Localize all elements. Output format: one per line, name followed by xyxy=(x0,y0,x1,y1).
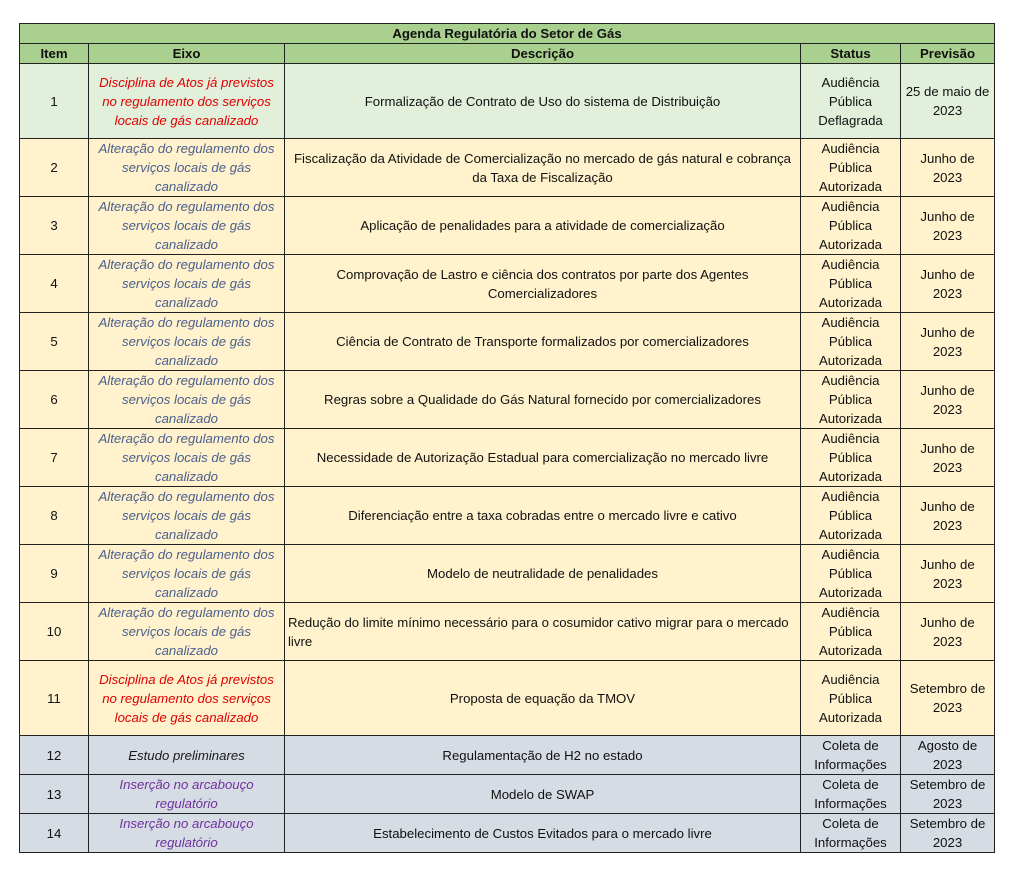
cell-item: 12 xyxy=(20,736,89,775)
table-row xyxy=(20,661,995,736)
table-row xyxy=(20,603,995,661)
table-row xyxy=(20,487,995,545)
cell-eixo: Alteração do regulamento dos serviços locais de gás canalizado xyxy=(89,255,285,313)
cell-previsao: Junho de 2023 xyxy=(901,371,995,429)
cell-status: Audiência Pública Autorizada xyxy=(801,371,901,429)
cell-status: Audiência Pública Autorizada xyxy=(801,545,901,603)
cell-descricao: Necessidade de Autorização Estadual para comercialização no mercado livre xyxy=(285,429,801,487)
table-row xyxy=(20,64,995,139)
cell-eixo: Alteração do regulamento dos serviços locais de gás canalizado xyxy=(89,197,285,255)
table-title-row xyxy=(20,24,995,44)
cell-status: Coleta de Informações xyxy=(801,736,901,775)
cell-previsao: Agosto de 2023 xyxy=(901,736,995,775)
cell-eixo: Alteração do regulamento dos serviços locais de gás canalizado xyxy=(89,545,285,603)
cell-item: 7 xyxy=(20,429,89,487)
table-row xyxy=(20,371,995,429)
cell-eixo: Disciplina de Atos já previstos no regulamento dos serviços locais de gás canalizado xyxy=(89,661,285,736)
cell-status: Audiência Pública Autorizada xyxy=(801,603,901,661)
table-row xyxy=(20,775,995,814)
table-row xyxy=(20,814,995,853)
cell-descricao: Formalização de Contrato de Uso do sistema de Distribuição xyxy=(285,64,801,139)
cell-previsao: Junho de 2023 xyxy=(901,603,995,661)
cell-previsao: Junho de 2023 xyxy=(901,255,995,313)
cell-item: 2 xyxy=(20,139,89,197)
cell-descricao: Comprovação de Lastro e ciência dos contratos por parte dos Agentes Comercializadores xyxy=(285,255,801,313)
cell-eixo: Alteração do regulamento dos serviços locais de gás canalizado xyxy=(89,313,285,371)
cell-eixo: Alteração do regulamento dos serviços locais de gás canalizado xyxy=(89,139,285,197)
cell-status: Coleta de Informações xyxy=(801,814,901,853)
cell-descricao: Estabelecimento de Custos Evitados para o mercado livre xyxy=(285,814,801,853)
cell-item: 13 xyxy=(20,775,89,814)
cell-item: 11 xyxy=(20,661,89,736)
table-row xyxy=(20,197,995,255)
table-row xyxy=(20,139,995,197)
cell-previsao: Setembro de 2023 xyxy=(901,814,995,853)
cell-item: 3 xyxy=(20,197,89,255)
cell-previsao: Junho de 2023 xyxy=(901,139,995,197)
cell-previsao: Setembro de 2023 xyxy=(901,661,995,736)
cell-descricao: Fiscalização da Atividade de Comercialização no mercado de gás natural e cobrança da Taxa de Fiscalização xyxy=(285,139,801,197)
cell-descricao: Diferenciação entre a taxa cobradas entre o mercado livre e cativo xyxy=(285,487,801,545)
cell-previsao: Junho de 2023 xyxy=(901,429,995,487)
header-item: Item xyxy=(20,44,89,64)
table-row xyxy=(20,313,995,371)
cell-eixo: Alteração do regulamento dos serviços locais de gás canalizado xyxy=(89,371,285,429)
cell-status: Audiência Pública Autorizada xyxy=(801,487,901,545)
header-descricao: Descrição xyxy=(285,44,801,64)
cell-eixo: Inserção no arcabouço regulatório xyxy=(89,814,285,853)
cell-item: 1 xyxy=(20,64,89,139)
table-row xyxy=(20,736,995,775)
header-eixo: Eixo xyxy=(89,44,285,64)
cell-descricao: Modelo de neutralidade de penalidades xyxy=(285,545,801,603)
cell-status: Audiência Pública Autorizada xyxy=(801,661,901,736)
cell-eixo: Alteração do regulamento dos serviços locais de gás canalizado xyxy=(89,487,285,545)
regulatory-agenda-table xyxy=(19,23,995,853)
cell-status: Audiência Pública Autorizada xyxy=(801,139,901,197)
cell-eixo: Inserção no arcabouço regulatório xyxy=(89,775,285,814)
cell-status: Audiência Pública Autorizada xyxy=(801,429,901,487)
table-row xyxy=(20,545,995,603)
cell-status: Audiência Pública Autorizada xyxy=(801,313,901,371)
cell-item: 6 xyxy=(20,371,89,429)
cell-item: 5 xyxy=(20,313,89,371)
cell-item: 9 xyxy=(20,545,89,603)
header-status: Status xyxy=(801,44,901,64)
cell-status: Coleta de Informações xyxy=(801,775,901,814)
cell-status: Audiência Pública Autorizada xyxy=(801,197,901,255)
cell-eixo: Alteração do regulamento dos serviços locais de gás canalizado xyxy=(89,603,285,661)
table-row xyxy=(20,255,995,313)
cell-item: 10 xyxy=(20,603,89,661)
cell-previsao: Junho de 2023 xyxy=(901,197,995,255)
cell-descricao: Redução do limite mínimo necessário para o cosumidor cativo migrar para o mercado livre xyxy=(285,603,801,661)
cell-descricao: Proposta de equação da TMOV xyxy=(285,661,801,736)
cell-eixo: Alteração do regulamento dos serviços locais de gás canalizado xyxy=(89,429,285,487)
cell-descricao: Regras sobre a Qualidade do Gás Natural fornecido por comercializadores xyxy=(285,371,801,429)
cell-descricao: Modelo de SWAP xyxy=(285,775,801,814)
header-previsao: Previsão xyxy=(901,44,995,64)
cell-previsao: Junho de 2023 xyxy=(901,313,995,371)
cell-previsao: Junho de 2023 xyxy=(901,487,995,545)
table-row xyxy=(20,429,995,487)
cell-previsao: Junho de 2023 xyxy=(901,545,995,603)
cell-status: Audiência Pública Deflagrada xyxy=(801,64,901,139)
cell-descricao: Regulamentação de H2 no estado xyxy=(285,736,801,775)
table-title: Agenda Regulatória do Setor de Gás xyxy=(20,24,995,44)
cell-descricao: Aplicação de penalidades para a atividade de comercialização xyxy=(285,197,801,255)
cell-previsao: 25 de maio de 2023 xyxy=(901,64,995,139)
cell-descricao: Ciência de Contrato de Transporte formalizados por comercializadores xyxy=(285,313,801,371)
table-header-row xyxy=(20,44,995,64)
cell-previsao: Setembro de 2023 xyxy=(901,775,995,814)
cell-item: 8 xyxy=(20,487,89,545)
cell-item: 4 xyxy=(20,255,89,313)
cell-status: Audiência Pública Autorizada xyxy=(801,255,901,313)
cell-eixo: Estudo preliminares xyxy=(89,736,285,775)
cell-item: 14 xyxy=(20,814,89,853)
cell-eixo: Disciplina de Atos já previstos no regulamento dos serviços locais de gás canalizado xyxy=(89,64,285,139)
